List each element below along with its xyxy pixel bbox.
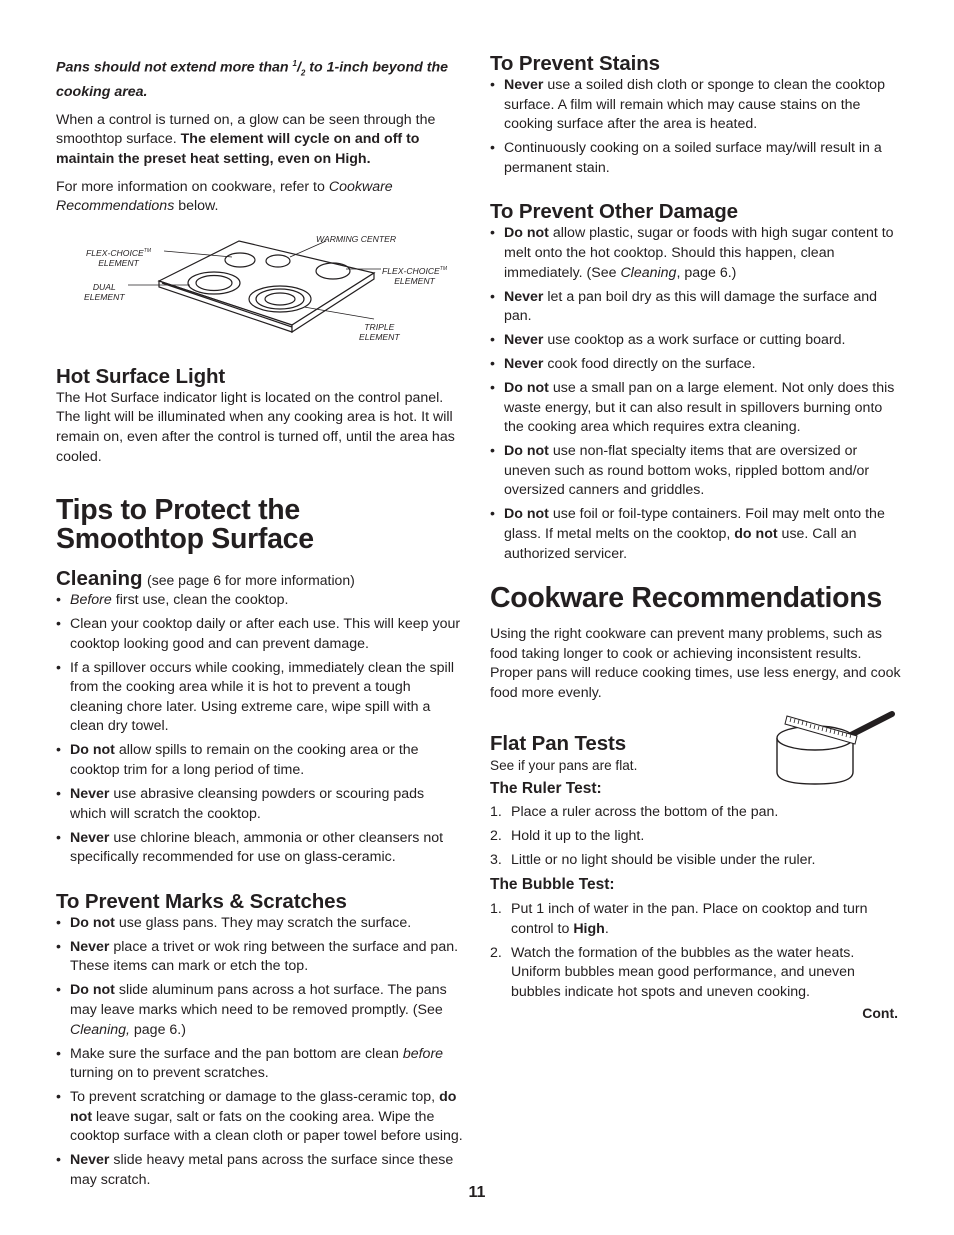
list-item: • Do not use glass pans. They may scratch the surface. xyxy=(56,914,464,934)
list-item: • Never slide heavy metal pans across the surface since these may scratch. xyxy=(56,1151,464,1190)
cleaning-heading: Cleaning xyxy=(56,567,143,591)
warming-center-label: WARMING CENTER xyxy=(316,233,397,244)
list-item: • Do not slide aluminum pans across a hot surface. The pans may leave marks which need to be removed promptly. (See Cleaning, page 6.) xyxy=(56,981,464,1040)
bubble-test-list xyxy=(490,900,902,1002)
damage-list xyxy=(490,224,902,564)
cookware-text: Using the right cookware can prevent many problems, such as food taking longer to cook or achieving inconsistent results. Proper pans will reduce cooking times, use less energy, and cook food more evenly. xyxy=(490,626,901,701)
dual-element-label: DUAL ELEMENT xyxy=(84,281,125,302)
list-item: • Never use a soiled dish cloth or sponge to clean the cooktop surface. A film will remain which may cause stains on the cooking surface after the area is heated. xyxy=(490,76,902,135)
list-item: • Before first use, clean the cooktop. xyxy=(56,591,464,611)
list-item: • If a spillover occurs while cooking, immediately clean the spill from the cooking area while it is hot to prevent a tough cleaning chore later. Using extreme care, wipe spill with a clean dry towel. xyxy=(56,659,464,737)
list-item: 1. Place a ruler across the bottom of the pan. xyxy=(490,804,779,821)
ruler-test-heading: The Ruler Test: xyxy=(490,780,602,798)
stains-heading: To Prevent Stains xyxy=(490,52,660,75)
hot-surface-heading: Hot Surface Light xyxy=(56,364,226,388)
continued-label: Cont. xyxy=(862,1004,898,1021)
list-item: • Never use abrasive cleansing powders or scouring pads which will scratch the cooktop. xyxy=(56,785,464,824)
marks-heading: To Prevent Marks & Scratches xyxy=(56,889,347,913)
cookware-heading: Cookware Recommendations xyxy=(490,582,882,615)
list-item: • Do not allow plastic, sugar or foods with high sugar content to melt onto the hot cooktop. Should this happen, clean immediately. (See Cleaning, page 6.) xyxy=(490,224,902,283)
list-item: • Do not use a small pan on a large element. Not only does this waste energy, but it can also result in spillovers burning onto the cooking area which requires extra cleaning. xyxy=(490,379,902,438)
flex-choice-left-label: FLEX-CHOICE™ ELEMENT xyxy=(86,247,152,268)
page-number: 11 xyxy=(468,1184,486,1201)
list-item: • Continuously cooking on a soiled surface may/will result in a permanent stain. xyxy=(490,139,902,178)
list-item: • Never cook food directly on the surface. xyxy=(490,355,902,375)
ruler-test-list xyxy=(490,803,902,871)
damage-heading: To Prevent Other Damage xyxy=(490,200,738,224)
flat-pan-section xyxy=(490,732,902,1021)
list-item: • Make sure the surface and the pan bottom are clean before turning on to prevent scratches. xyxy=(56,1045,464,1084)
triple-element-label: TRIPLE ELEMENT xyxy=(359,321,400,342)
cleaning-list xyxy=(56,591,464,868)
list-item: • Never use chlorine bleach, ammonia or other cleansers not specifically recommended for use on glass-ceramic. xyxy=(56,829,464,868)
left-column xyxy=(56,52,464,1195)
list-item: • To prevent scratching or damage to the glass-ceramic top, do not leave sugar, salt or fats on the cooking area. Wipe the cooktop surface with a clean cloth or paper towel before using. xyxy=(56,1088,464,1147)
tips-heading: Tips to Protect the Smoothtop Surface xyxy=(56,494,314,556)
marks-list xyxy=(56,914,464,1191)
cookware-reference: For more information on cookware, refer to Cookware Recommendations below. xyxy=(56,178,393,215)
hot-surface-text: The Hot Surface indicator light is located on the control panel. The light will be illuminated when any cooking area is hot. It will remain on, even after the control is turned off, until the area has cooled. xyxy=(56,389,455,465)
list-item: • Never let a pan boil dry as this will damage the surface and pan. xyxy=(490,288,902,327)
right-column xyxy=(490,52,902,1021)
flat-pan-subtext: See if your pans are flat. xyxy=(490,757,638,773)
pan-ruler-icon xyxy=(773,710,899,792)
flat-pan-heading: Flat Pan Tests xyxy=(490,731,627,755)
list-item: 3. Little or no light should be visible under the ruler. xyxy=(490,852,816,869)
cleaning-note: (see page 6 for more information) xyxy=(147,572,355,589)
bubble-test-heading: The Bubble Test: xyxy=(490,876,615,894)
cleaning-heading-row xyxy=(56,567,464,591)
list-item: • Never use cooktop as a work surface or cutting board. xyxy=(490,331,902,351)
glow-paragraph: When a control is turned on, a glow can be seen through the smoothtop surface. The element will cycle on and off to maintain the preset heat setting, even on High. xyxy=(56,111,436,167)
list-item: • Clean your cooktop daily or after each use. This will keep your cooktop looking good and can prevent damage. xyxy=(56,615,464,654)
list-item: • Do not allow spills to remain on the cooking area or the cooktop trim for a long period of time. xyxy=(56,741,464,780)
list-item: 2. Hold it up to the light. xyxy=(490,828,645,845)
list-item: • Do not use non-flat specialty items that are oversized or uneven such as round bottom woks, rippled bottom and/or oversized canners and griddles. xyxy=(490,442,902,501)
cooktop-diagram xyxy=(56,229,464,359)
list-item: • Never place a trivet or wok ring between the surface and pan. These items can mark or etch the top. xyxy=(56,938,464,977)
flex-choice-right-label: FLEX-CHOICE™ ELEMENT xyxy=(382,265,448,286)
stains-list xyxy=(490,76,902,178)
list-item: • Do not use foil or foil-type containers. Foil may melt onto the glass. If metal melts on the cooktop, do not use. Call an authorized servicer. xyxy=(490,505,902,564)
list-item: 2. Watch the formation of the bubbles as the water heats. Uniform bubbles mean good performance, and uneven bubbles indicate hot spots and uneven cooking. xyxy=(490,944,855,1000)
list-item: 1. Put 1 inch of water in the pan. Place on cooktop and turn control to High. xyxy=(490,901,868,937)
pan-size-note: Pans should not extend more than $^1/_2$ to 1-inch beyond the cooking area. xyxy=(56,59,449,101)
